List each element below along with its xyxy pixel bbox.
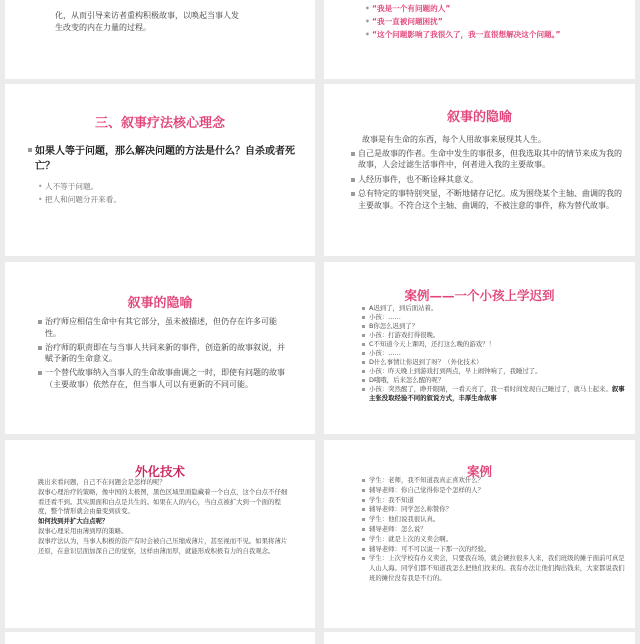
quote-item: • “我是一个有问题的人” (364, 2, 629, 15)
quote-item: • “我一直被问题困扰” (364, 15, 629, 28)
emphasis-text: 叙事主张没取经验不同的叙说方式，丰厚生命故事 (369, 385, 625, 402)
bullet-item: 人经历事件，也不断诠释其意义。 (350, 174, 622, 186)
question-text: 如果人等于问题，那么解决问题的方法是什么？自杀或者死亡？ (27, 144, 303, 174)
dialogue-text: D什么事情让你迟到了呀？（外化技术） (369, 358, 483, 366)
slide-title: 叙事的隐喻 (127, 296, 193, 311)
text-line: 叙事疗法认为，当事人积极的资产有时会被自己压缩成薄片，甚至视而不见。如果将薄片还原，在意识层面加深自己的觉察，这样由薄而厚，就能形成积极有力的自我观念。 (38, 536, 288, 555)
text-line: 生改变的内在力量的过程。 (55, 23, 151, 32)
text-line: 跳出来看问题，自己不在问题会是怎样的呢？ (38, 478, 166, 486)
intro-text: 故事是有生命的东西，每个人用故事来展现其人生。 (362, 135, 546, 144)
answer-list (37, 180, 287, 206)
dialogue-list (362, 304, 630, 403)
dialogue-line (362, 385, 630, 403)
dialogue-line: 辅导老师：你自己觉得你是个怎样的人？ (362, 486, 628, 496)
dialogue-line: 小孩：打游戏打得很晚。 (362, 331, 630, 340)
quote-item: • “这个问题影响了我很久了，我一直很想解决这个问题。” (364, 28, 629, 41)
slide-2 (324, 0, 635, 79)
bullet-item: 治疗师的职责即在与当事人共同来新的事件，创造新的故事叙说，并赋予新的生命意义。 (37, 342, 291, 366)
dialogue-text: 小孩：突然醒了，睁开眼睛，一看天亮了，我一看时间发现自己睡过了，就马上起来。 (369, 385, 612, 393)
dialogue-line: 小孩：昨天晚上到游戏打到两点，早上闹钟响了，我睡过了。 (362, 367, 630, 376)
slide-5-body (37, 316, 291, 391)
slide-6 (324, 262, 635, 434)
dialogue-line: 小孩：…… (362, 349, 630, 358)
dialogue-line: A迟到了，到后面站着。 (362, 304, 630, 313)
dialogue-line: 学生：他们说我很认真。 (362, 515, 628, 525)
slide-7-body (38, 478, 290, 556)
slide-9 (5, 632, 315, 644)
dialogue-line: 辅导老师：怎么说？ (362, 525, 628, 535)
dialogue-line: 辅导老师：可不可以说一下那一次的经验。 (362, 545, 628, 555)
dialogue-line (362, 358, 630, 367)
bullet-item: 自己是故事的作者。生命中发生的事很多，但我选取其中的情节来成为我的故事，人会过滤生活事件中，何者进入我的主要故事。 (350, 148, 622, 171)
dialogue-line: 学生：上次学校有办义卖会，只要我在场，就会硬拉很多人来，我们班级的摊子面前可真是人山人海。同学们都不知道我怎么把他们找来的。我有办法让他们掏出钱来，大家都说我们班的摊位没有我是不行的。 (362, 554, 628, 583)
slide-10 (324, 632, 635, 644)
text-line: 叙事心理治疗的策略，像中国的太极图，黑色区域里面隐藏着一个白点，这个白点不仔细看还看不到。其实黑面和白点是共生的。如果在人的内心，当白点被扩大到一个面的程度，整个情形就会由量变到质变。 (38, 487, 288, 516)
bullet-item: 一个替代故事纳入当事人的生命故事曲调之一时，即使有问题的故事（主要故事）依然存在，但当事人可以有更新的不同可能。 (37, 367, 291, 391)
slide-title: 叙事的隐喻 (446, 110, 512, 125)
slide-4-body (350, 134, 622, 211)
dialogue-line: 学生：老师，我不知道我真正喜欢什么？ (362, 476, 628, 486)
dialogue-line: 学生：就是上次的义卖会啊。 (362, 535, 628, 545)
dialogue-line: 小孩：…… (362, 313, 630, 322)
slide-title: 外化技术 (134, 464, 185, 479)
dialogue-line: B你怎么迟到了？ (362, 322, 630, 331)
quote-list (364, 2, 629, 41)
slide-1 (5, 0, 315, 79)
dialogue-line: C不知道今天上课吗，还打这么晚的游戏？！ (362, 340, 630, 349)
answer-item: • 把人和问题分开来看。 (37, 193, 287, 206)
slide-title: 案例 (466, 464, 492, 479)
text-line: 叙事心理采用由薄到厚的策略。 (38, 526, 128, 535)
dialogue-line: 辅导老师：同学怎么称赞你？ (362, 505, 628, 515)
bullet-item: 治疗师应相信生命中有其它部分，虽未被描述，但仍存在许多可能性。 (37, 316, 291, 340)
dialogue-line: D哦哦，后来怎么醒的呢？ (362, 376, 630, 385)
answer-item: • 人不等于问题。 (37, 180, 287, 193)
slide-title: 案例——一个小孩上学迟到 (404, 288, 555, 303)
dialogue-list (362, 476, 628, 584)
slide-3 (5, 84, 315, 256)
slide-4 (324, 84, 635, 256)
slide-5 (5, 262, 315, 434)
text-heading: 如何找到并扩大白点呢？ (38, 517, 109, 526)
bullet-item: 总有特定的事特别突显，不断地储存记忆。成为围绕某个主轴、曲调的我的主要故事。不符合这个主轴、曲调的，不被注意的事件，称为替代故事。 (350, 188, 622, 211)
dialogue-line: 学生：我不知道 (362, 496, 628, 506)
slide-7 (5, 440, 315, 628)
slide-1-text (55, 10, 315, 34)
slide-title: 三、叙事疗法核心理念 (94, 116, 225, 131)
text-line: 化，从而引导来访者重构积极故事，以唤起当事人发 (55, 11, 239, 20)
slide-8 (324, 440, 635, 628)
